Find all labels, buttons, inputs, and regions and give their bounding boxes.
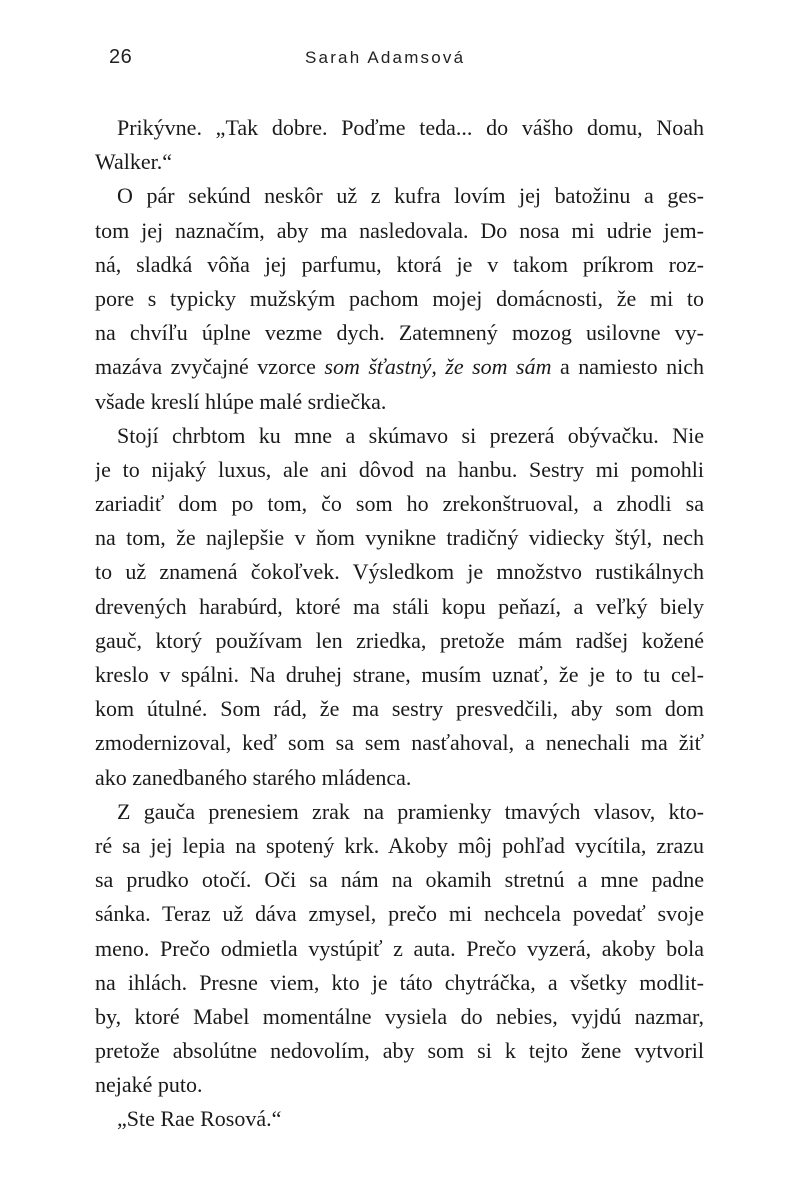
text-line: všade kreslí hlúpe malé srdiečka. — [95, 388, 387, 414]
paragraph — [95, 795, 704, 1103]
text-line: to už znamená čokoľvek. Výsledkom je množstvo rustikálnych — [95, 559, 704, 585]
text-line: je to nijaký luxus, ale ani dôvod na hanbu. Sestry mi pomohli — [95, 456, 704, 482]
paragraph — [95, 179, 704, 418]
text-line: O pár sekúnd neskôr už z kufra lovím jej batožinu a ges- — [117, 183, 704, 209]
text-line: na tom, že najlepšie v ňom vynikne tradičný vidiecky štýl, nech — [95, 525, 704, 551]
text-line: sa prudko otočí. Oči sa nám na okamih stretnú a mne padne — [95, 867, 704, 893]
text-line: zmodernizoval, keď som sa sem nasťahoval, a nenechali ma žiť — [95, 730, 704, 756]
text-line-with-italic — [95, 350, 704, 384]
text-line: nejaké puto. — [95, 1072, 203, 1098]
paragraph — [95, 111, 704, 179]
text-line: kreslo v spálni. Na druhej strane, musím uznať, že je to tu cel- — [95, 662, 704, 687]
text-line: Walker.“ — [95, 149, 173, 175]
page-header — [109, 46, 704, 76]
text-line: ná, sladká vôňa jej parfumu, ktorá je v takom príkrom roz- — [95, 251, 704, 277]
text-line: gauč, ktorý používam len zriedka, pretože mám radšej kožené — [95, 627, 704, 653]
text-line: zariadiť dom po tom, čo som ho zrekonštruoval, a zhodli sa — [95, 491, 704, 517]
text-line: „Ste Rae Rosová.“ — [117, 1106, 282, 1132]
body-text — [95, 111, 704, 1137]
text-line: Z gauča prenesiem zrak na pramienky tmavých vlasov, kto- — [117, 798, 704, 824]
text-line: Prikývne. „Tak dobre. Poďme teda... do vášho domu, Noah — [117, 115, 704, 140]
text-line: kom útulné. Som rád, že ma sestry presvedčili, aby som dom — [95, 696, 704, 722]
text-line: na chvíľu úplne vezme dych. Zatemnený mozog usilovne vy- — [95, 320, 704, 346]
text-line: ré sa jej lepia na spotený krk. Akoby môj pohľad vycítila, zrazu — [95, 832, 704, 858]
text-line: sánka. Teraz už dáva zmysel, prečo mi nechcela povedať svoje — [95, 901, 704, 927]
italic-phrase: som šťastný, že som sám — [324, 354, 552, 380]
text-line: pretože absolútne nedovolím, aby som si k tejto žene vytvoril — [95, 1038, 704, 1064]
text-line: by, ktoré Mabel momentálne vysiela do nebies, vyjdú nazmar, — [95, 1003, 704, 1029]
text-segment: mazáva zvyčajné vzorce — [95, 354, 325, 380]
page-number: 26 — [109, 46, 133, 68]
paragraph — [117, 1102, 704, 1136]
text-line: drevených harabúrd, ktoré ma stáli kopu peňazí, a veľký biely — [95, 593, 704, 619]
text-line: pore s typicky mužským pachom mojej domácnosti, že mi to — [95, 285, 704, 311]
text-line: Stojí chrbtom ku mne a skúmavo si prezerá obývačku. Nie — [117, 422, 704, 448]
running-head-author: Sarah Adamsová — [305, 48, 466, 67]
text-line: meno. Prečo odmietla vystúpiť z auta. Prečo vyzerá, akoby bola — [95, 935, 704, 961]
text-segment: a namiesto nich — [551, 354, 704, 380]
text-line: na ihlách. Presne viem, kto je táto chytráčka, a všetky modlit- — [95, 969, 704, 995]
paragraph — [95, 419, 704, 795]
text-line: tom jej naznačím, aby ma nasledovala. Do nosa mi udrie jem- — [95, 217, 704, 243]
text-line: ako zanedbaného starého mládenca. — [95, 764, 412, 790]
